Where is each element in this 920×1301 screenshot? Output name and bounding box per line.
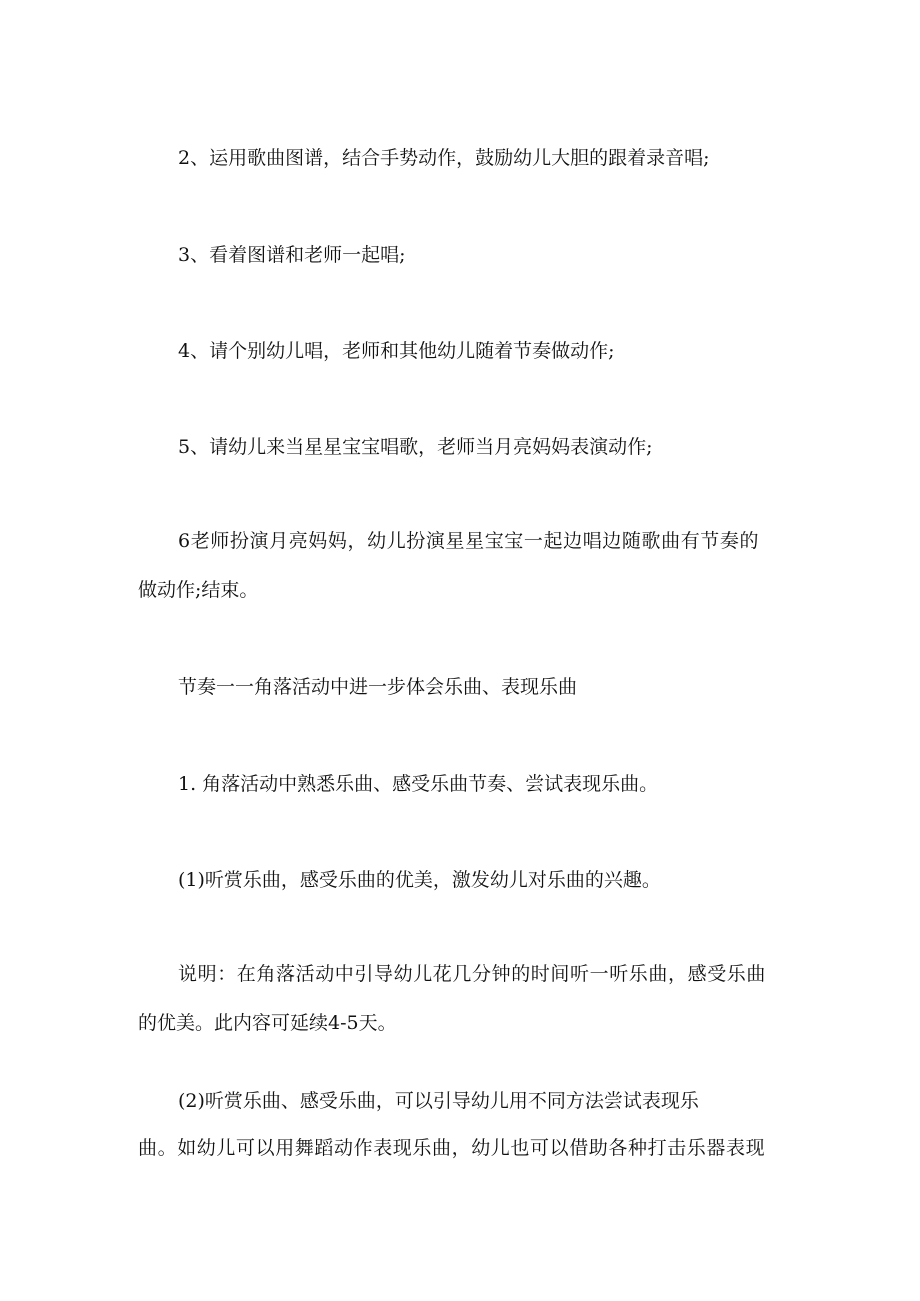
step-2-text: 2、运用歌曲图谱，结合手势动作，鼓励幼儿大胆的跟着录音唱; [178, 147, 710, 169]
item-1-2-text-line-2: 曲。如幼儿可以用舞蹈动作表现乐曲，幼儿也可以借助各种打击乐器表现 [138, 1137, 766, 1159]
item-1-1-text: (1)听赏乐曲，感受乐曲的优美，激发幼儿对乐曲的兴趣。 [178, 869, 661, 891]
section-heading: 节奏一一角落活动中进一步体会乐曲、表现乐曲 [178, 676, 578, 698]
item-1-2-text-line-1: (2)听赏乐曲、感受乐曲，可以引导幼儿用不同方法尝试表现乐 [178, 1090, 699, 1112]
step-5-text: 5、请幼儿来当星星宝宝唱歌，老师当月亮妈妈表演动作; [178, 436, 653, 458]
step-6-text-line-2: 做动作;结束。 [138, 579, 259, 601]
step-3-text: 3、看着图谱和老师一起唱; [178, 244, 406, 266]
item-1-text: 1. 角落活动中熟悉乐曲、感受乐曲节奏、尝试表现乐曲。 [178, 773, 659, 795]
step-4-text: 4、请个别幼儿唱，老师和其他幼儿随着节奏做动作; [178, 340, 615, 362]
step-6-text-line-1: 6老师扮演月亮妈妈，幼儿扮演星星宝宝一起边唱边随歌曲有节奏的 [178, 530, 760, 552]
note-text-line-1: 说明：在角落活动中引导幼儿花几分钟的时间听一听乐曲，感受乐曲 [178, 963, 767, 985]
note-text-line-2: 的优美。此内容可延续4-5天。 [138, 1012, 397, 1034]
